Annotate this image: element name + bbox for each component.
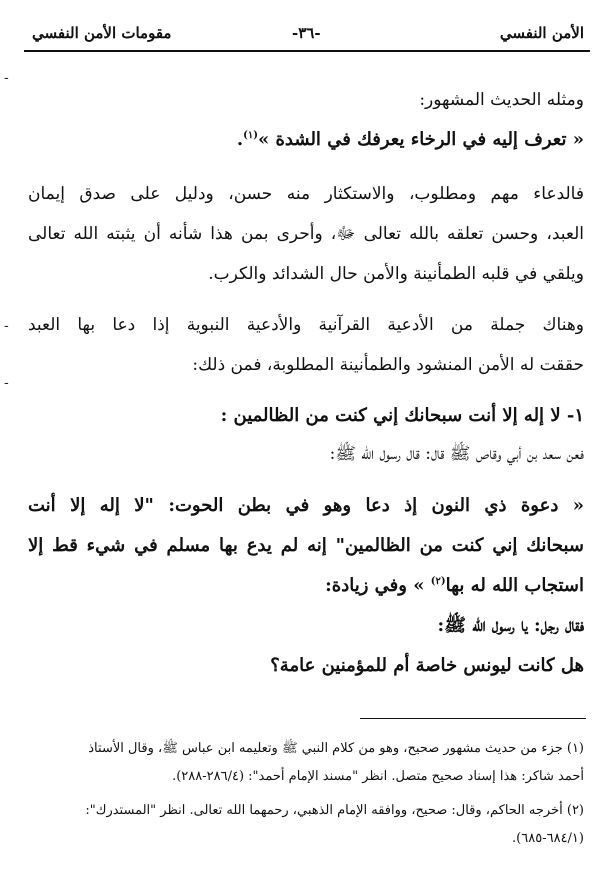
margin-mark: - xyxy=(4,70,9,86)
hadith-line-5: هل كانت ليونس خاصة أم للمؤمنين عامة؟ xyxy=(270,655,584,676)
famous-hadith-text: « تعرف إليه في الرخاء يعرفك في الشدة » xyxy=(257,129,584,150)
margin-mark: - xyxy=(4,375,9,391)
footnote-2-line-2: (٦٨٤/١-٦٨٥). xyxy=(512,831,584,846)
paragraph-1-line-1: فالدعاء مهم ومطلوب، والاستكثار منه حسن، ودليل على صدق إيمان xyxy=(28,184,584,204)
hadith-line-3-tail: » وفي زيادة: xyxy=(325,575,431,596)
footnote-2-line-1: (٢) أخرجه الحاكم، وقال: صحيح، ووافقه الإمام الذهبي، رحمهما الله تعالى. انظر "المستدرك": xyxy=(85,803,584,818)
paragraph-1-line-3: ويلقي في قلبه الطمأنينة والأمن حال الشدائد والكرب. xyxy=(208,264,584,284)
intro-line: ومثله الحديث المشهور: xyxy=(419,90,584,110)
chapter-title: مقومات الأمن النفسي xyxy=(32,24,172,42)
hadith-line-3-text: استجاب الله له بها xyxy=(445,575,584,596)
item-1-heading: ١- لا إله إلا أنت سبحانك إني كنت من الظالمين : xyxy=(220,405,584,426)
book-title: الأمن النفسي xyxy=(499,24,584,42)
footnote-ref-2: (٢) xyxy=(430,576,446,587)
footnote-separator xyxy=(360,718,586,719)
paragraph-2-line-1: وهناك جملة من الأدعية القرآنية والأدعية النبوية إذا دعا بها العبد xyxy=(28,315,584,335)
paragraph-1-line-2: العبد، وحسن تعلقه بالله تعالى ﷻ، وأحرى بمن هذا شأنه أن يثبته الله تعالى xyxy=(28,224,584,244)
footnote-1-line-2: أحمد شاكر: هذا إسناد صحيح متصل. انظر "مسند الإمام أحمد": (٢٨٦/٤-٢٨٨). xyxy=(172,769,584,784)
item-1-narration: فعن سعد بن أبي وقاص ﷺ قال: قال رسول الله ﷺ: xyxy=(329,444,584,464)
footnote-ref-1: (١) xyxy=(243,130,258,141)
footnote-1-line-1: (١) جزء من حديث مشهور صحيح، وهو من كلام النبي ﷺ وتعليمه ابن عباس ﷺ، وقال الأستاذ xyxy=(88,741,584,756)
hadith-line-3 xyxy=(28,572,584,600)
hadith-line-1: « دعوة ذي النون إذ دعا وهو في بطن الحوت: "لا إله إلا أنت xyxy=(28,495,584,516)
famous-hadith-line: « تعرف إليه في الرخاء يعرفك في الشدة »$^{(١)}$. xyxy=(236,129,584,150)
running-header xyxy=(24,20,590,52)
hadith-line-4: فقال رجل: يا رسول الله ﷺ: xyxy=(437,615,584,636)
page-number: -٣٦- xyxy=(292,24,321,42)
margin-mark: - xyxy=(4,318,9,334)
paragraph-2-line-2: حققت له الأمن المنشود والطمأنينة المطلوبة، فمن ذلك: xyxy=(192,355,584,375)
hadith-line-2: سبحانك إني كنت من الظالمين" إنه لم يدع بها مسلم في شيء قط إلا xyxy=(28,535,584,556)
